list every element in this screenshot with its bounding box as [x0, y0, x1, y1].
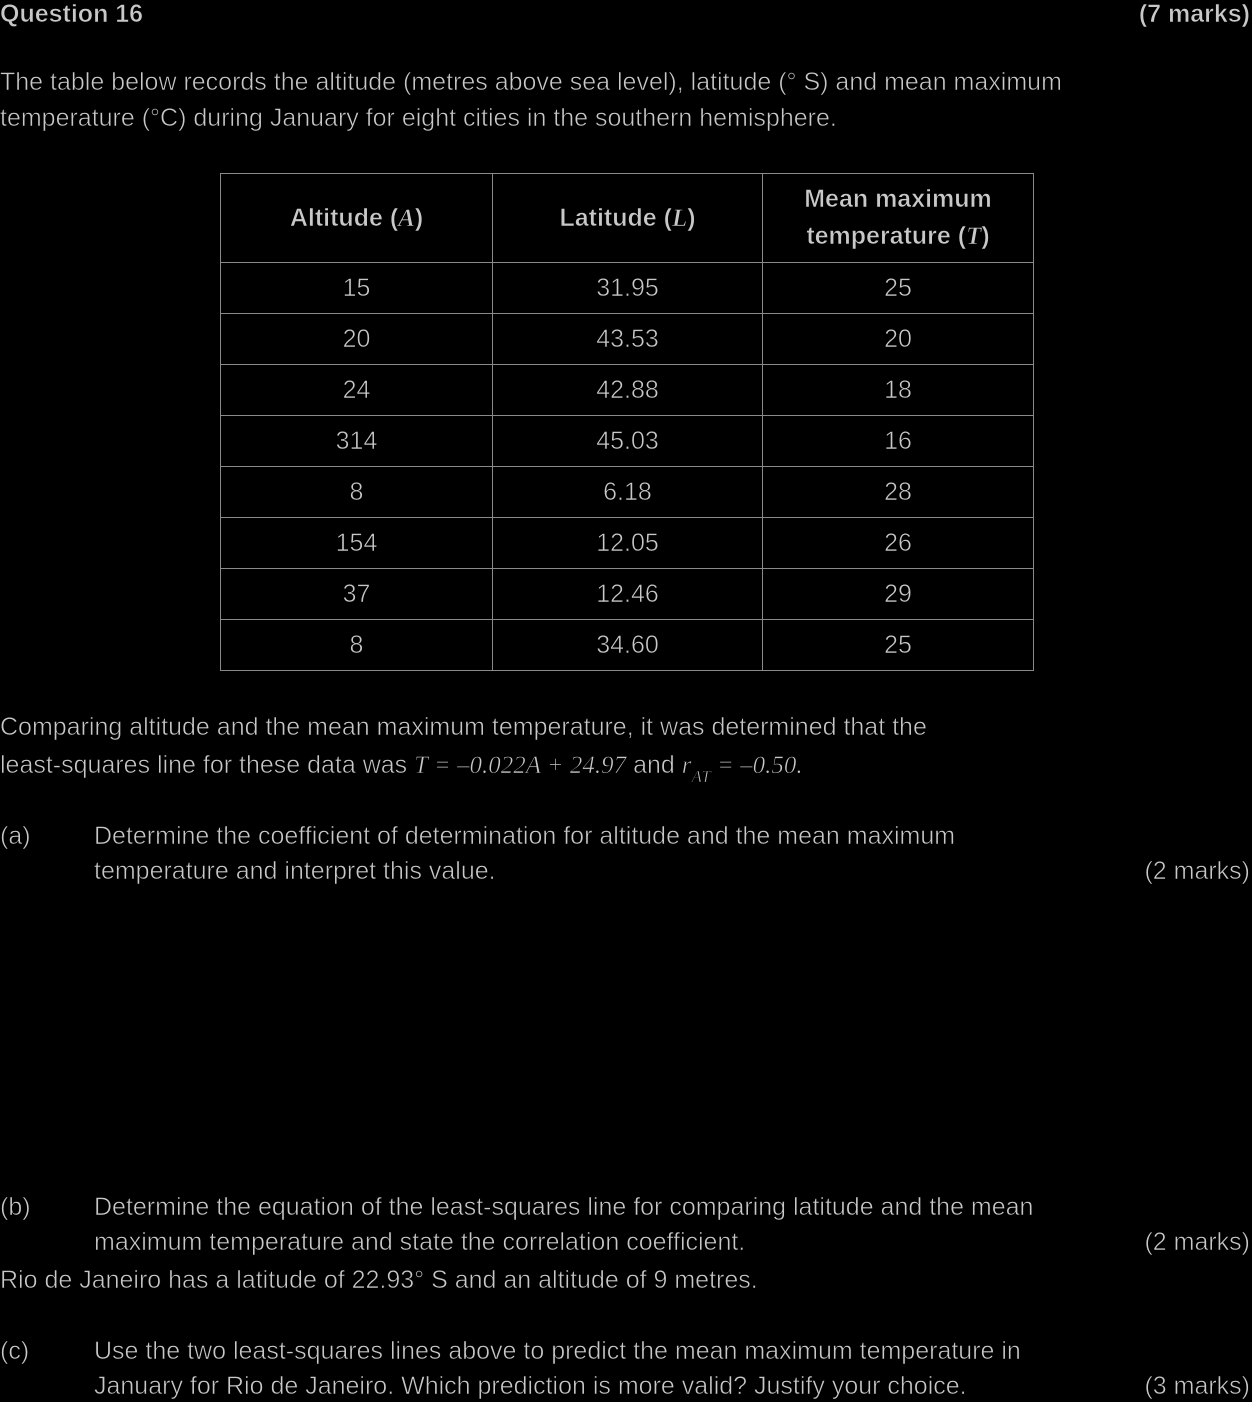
part-c-label: (c) — [0, 1337, 30, 1365]
comparison-line-1: Comparing altitude and the mean maximum temperature, it was determined that the — [0, 713, 927, 741]
altitude-cell: 15 — [221, 263, 493, 314]
altitude-cell: 154 — [221, 518, 493, 569]
latitude-cell: 42.88 — [493, 365, 763, 416]
table-row — [221, 569, 1034, 620]
temperature-cell: 16 — [763, 416, 1034, 467]
temperature-cell: 25 — [763, 620, 1034, 671]
latitude-cell: 45.03 — [493, 416, 763, 467]
altitude-cell: 20 — [221, 314, 493, 365]
part-b-marks: (2 marks) — [1144, 1228, 1250, 1256]
table-row — [221, 467, 1034, 518]
intro-line-2: temperature (°C) during January for eight cities in the southern hemisphere. — [0, 104, 837, 132]
latitude-cell: 34.60 — [493, 620, 763, 671]
part-b-line-1: Determine the equation of the least-squares line for comparing latitude and the mean — [94, 1193, 1034, 1221]
temperature-cell: 18 — [763, 365, 1034, 416]
latitude-cell: 12.46 — [493, 569, 763, 620]
header-temperature: Mean maximum temperature (T) — [763, 174, 1034, 263]
rio-statement: Rio de Janeiro has a latitude of 22.93° S and an altitude of 9 metres. — [0, 1266, 758, 1294]
part-b-line-2: maximum temperature and state the correlation coefficient. — [94, 1228, 746, 1256]
latitude-cell: 6.18 — [493, 467, 763, 518]
data-table — [220, 173, 1034, 671]
part-a-line-2: temperature and interpret this value. — [94, 857, 496, 885]
altitude-cell: 314 — [221, 416, 493, 467]
table-header-row — [221, 174, 1034, 263]
part-a-marks: (2 marks) — [1144, 857, 1250, 885]
temperature-cell: 29 — [763, 569, 1034, 620]
table-row — [221, 518, 1034, 569]
part-c-line-1: Use the two least-squares lines above to predict the mean maximum temperature in — [94, 1337, 1021, 1365]
part-c-line-2: January for Rio de Janeiro. Which prediction is more valid? Justify your choice. — [94, 1372, 967, 1400]
question-title: Question 16 — [0, 0, 144, 28]
header-latitude: Latitude (L) — [493, 174, 763, 263]
part-a-line-1: Determine the coefficient of determination for altitude and the mean maximum — [94, 822, 956, 850]
table-row — [221, 365, 1034, 416]
table-row — [221, 620, 1034, 671]
part-b-label: (b) — [0, 1193, 31, 1221]
part-a-label: (a) — [0, 822, 31, 850]
part-c-marks: (3 marks) — [1144, 1372, 1250, 1400]
temperature-cell: 28 — [763, 467, 1034, 518]
correlation-r: r — [681, 752, 692, 779]
altitude-equation: T = –0.022A + 24.97 — [414, 752, 627, 779]
latitude-cell: 43.53 — [493, 314, 763, 365]
table-row — [221, 416, 1034, 467]
intro-line-1: The table below records the altitude (metres above sea level), latitude (° S) and mean maximum — [0, 68, 1062, 96]
table-row — [221, 263, 1034, 314]
question-marks: (7 marks) — [1138, 0, 1250, 28]
comparison-line-2: least-squares line for these data was T = –0.022A + 24.97 and $r_{AT} = -0.50$. — [0, 751, 803, 786]
altitude-cell: 37 — [221, 569, 493, 620]
table-row — [221, 314, 1034, 365]
altitude-cell: 8 — [221, 467, 493, 518]
temperature-cell: 25 — [763, 263, 1034, 314]
altitude-cell: 8 — [221, 620, 493, 671]
temperature-cell: 26 — [763, 518, 1034, 569]
header-altitude: Altitude (A) — [221, 174, 493, 263]
altitude-cell: 24 — [221, 365, 493, 416]
latitude-cell: 12.05 — [493, 518, 763, 569]
latitude-cell: 31.95 — [493, 263, 763, 314]
temperature-cell: 20 — [763, 314, 1034, 365]
